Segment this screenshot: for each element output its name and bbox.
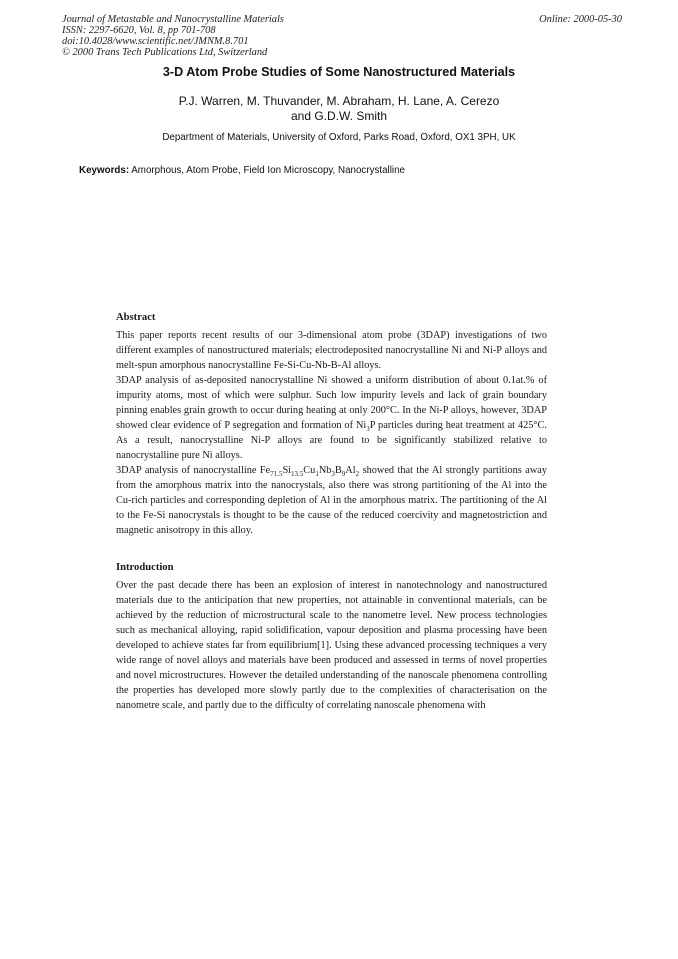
- abstract-heading: Abstract: [116, 312, 156, 323]
- formula-sub-end: 2: [355, 470, 360, 479]
- journal-header: [62, 14, 622, 58]
- author-list: [0, 94, 678, 124]
- formula-el-0: Si: [282, 465, 292, 476]
- keywords-label: Keywords:: [79, 165, 130, 176]
- keywords-value: Amorphous, Atom Probe, Field Ion Microscopy, Nanocrystalline: [129, 165, 405, 176]
- introduction-paragraph-1: Over the past decade there has been an explosion of interest in nanotechnology and nanostructured materials due to the anticipation that new properties, not attainable in conventional materials, can be achieved by the reduction of microstructural scale to the nanometre level. New process technologies such as mechanical alloying, rapid solidification, vapour deposition and plasma processing have been developed to achieve states far from equilibrium[1]. Using these advanced processing techniques a very wide range of novel alloys and materials have been produced and assessed in terms of novel properties and novel microstructures. However the detailed understanding of the nanoscale phenomena controlling the properties has developed more slowly partly due to the complexities of characterisation on the nanometre scale, and partly due to the difficulty of correlating nanoscale phenomena with: [116, 580, 547, 711]
- abstract-p2-text-a: 3DAP analysis of as-deposited nanocrystalline Ni showed a uniform distribution of about 0.1at.% of impurity atoms, most of which were sulphur. Such low impurity levels and lack of grain boundary pinning enables grain growth to occur during heating at only 200°C. In the Ni-P alloys, however, 3DAP showed clear evidence of P segregation and formation of Ni: [116, 375, 547, 431]
- formula-sub-3: 3: [331, 470, 335, 479]
- paper-title: 3-D Atom Probe Studies of Some Nanostructured Materials: [162, 65, 516, 79]
- formula-sub-2: 1: [315, 470, 319, 479]
- formula-sub-1: 13.5: [291, 470, 304, 479]
- online-date: Online: 2000-05-30: [539, 14, 622, 25]
- abstract-p3-rest: showed that the Al strongly partitions away from the amorphous matrix into the nanocrystals, also there was strong partitioning of the Al into the Cu-rich particles and corresponding depletion of Al in the amorphous matrix. The partitioning of the Al to the Fe-Si nanocrystals is thought to be the cause of the reduced coercivity and magnetostriction and magnetic anisotropy in this alloy.: [116, 465, 547, 536]
- introduction-heading: Introduction: [116, 562, 174, 573]
- abstract-p3-start: 3DAP analysis of nanocrystalline Fe: [116, 465, 271, 476]
- affiliation: Department of Materials, University of Oxford, Parks Road, Oxford, OX1 3PH, UK: [162, 132, 516, 143]
- formula-sub-4: 9: [341, 470, 346, 479]
- abstract-p2-text-b: P particles during heat treatment at 425°C. As a result, nanocrystalline Ni-P alloys are found to be significantly stabilized relative to nanocrystalline pure Ni alloys.: [116, 420, 547, 461]
- abstract-p2-subscript: 3: [366, 425, 370, 434]
- formula-el-2: Nb: [318, 465, 332, 476]
- copyright-line: © 2000 Trans Tech Publications Ltd, Switzerland: [62, 47, 268, 58]
- issn-line: ISSN: 2297-6620, Vol. 8, pp 701-708: [62, 25, 216, 36]
- formula-el-1: Cu: [303, 465, 316, 476]
- formula-sub-0: 71.5: [270, 470, 283, 479]
- journal-name: Journal of Metastable and Nanocrystalline Materials: [62, 14, 284, 25]
- abstract-paragraph-2: [116, 373, 547, 463]
- keywords: [79, 165, 639, 176]
- abstract-section: [116, 311, 547, 538]
- introduction-section: [116, 561, 547, 713]
- formula-el-3: B: [334, 465, 342, 476]
- author-line-1: P.J. Warren, M. Thuvander, M. Abraham, H. Lane, A. Cerezo: [178, 94, 500, 108]
- author-line-2: and G.D.W. Smith: [290, 109, 388, 123]
- abstract-paragraph-3: [116, 463, 547, 538]
- doi-line: doi:10.4028/www.scientific.net/JMNM.8.701: [62, 36, 249, 47]
- formula-el-4: Al: [345, 465, 356, 476]
- abstract-paragraph-1: This paper reports recent results of our 3-dimensional atom probe (3DAP) investigations of two different examples of nanostructured materials; electrodeposited nanocrystalline Ni and Ni-P alloys and melt-spun amorphous nanocrystalline Fe-Si-Cu-Nb-B-Al alloys.: [116, 330, 547, 371]
